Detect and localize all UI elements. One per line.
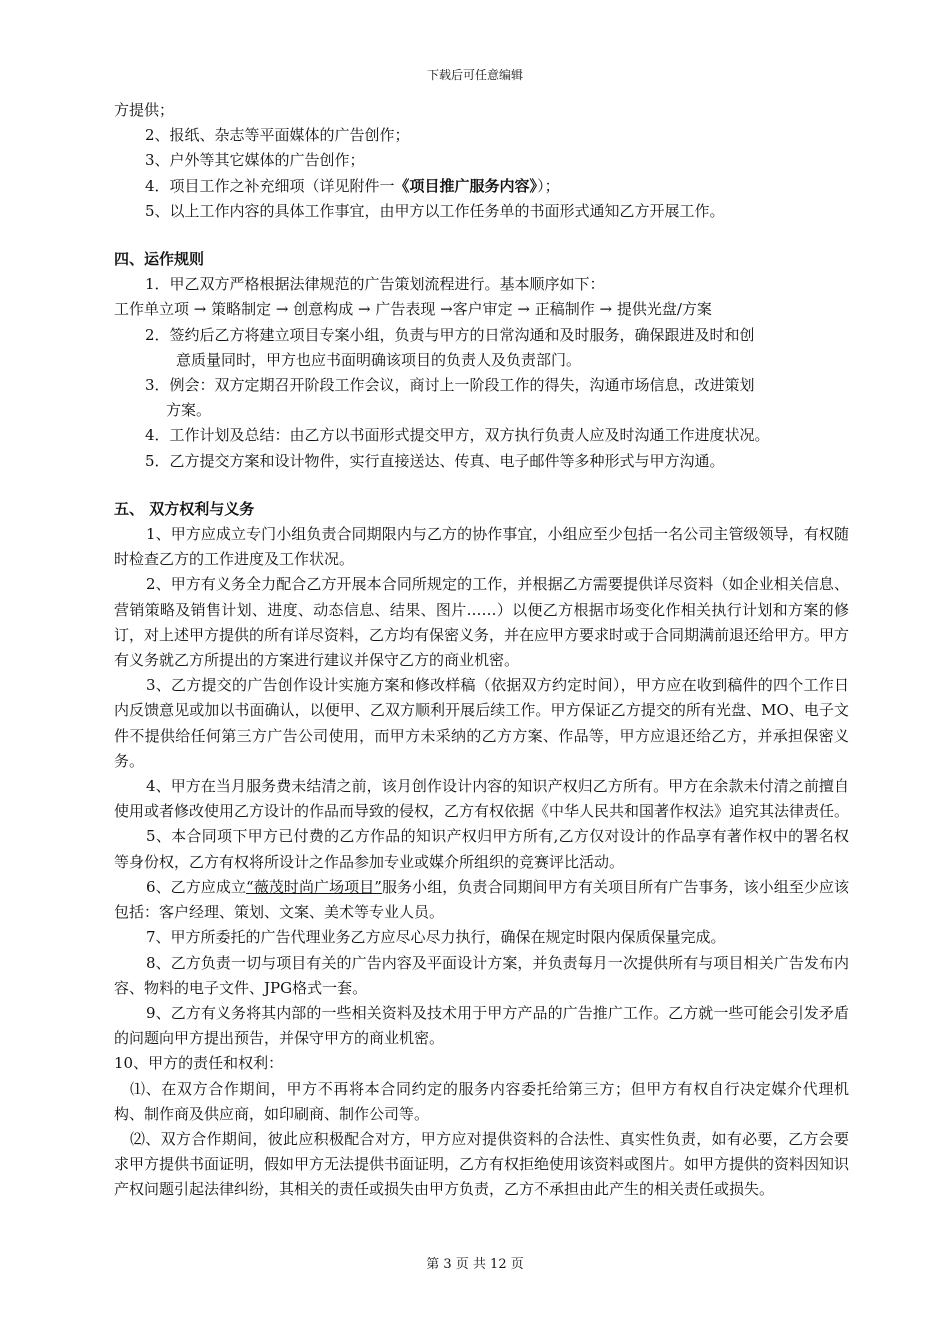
section-heading: 五、 双方权利与义务 [114, 499, 255, 518]
list-item-text: 4．项目工作之补充细项（详见附件一 [145, 176, 395, 195]
paragraph: 方提供； [114, 101, 175, 119]
spacer [114, 224, 849, 247]
paragraph [114, 875, 849, 925]
section-heading: 四、运作规则 [114, 250, 205, 269]
list-item: 2、报纸、杂志等平面媒体的广告创作； [145, 126, 410, 145]
paragraph: ⑴、在双方合作期间，甲方不再将本合同约定的服务内容委托给第三方；但甲方有权自行决定媒介代理机构、制作商及供应商，如印刷商、制作公司等。 [114, 1079, 849, 1123]
page-header: 下载后可任意编辑 [426, 68, 523, 82]
list-item-continuation: 意质量同时，甲方也应书面明确该项目的负责人及负责部门。 [176, 350, 582, 369]
list-item-text: ）； [537, 176, 560, 195]
paragraph: 5、本合同项下甲方已付费的乙方作品的知识产权归甲方所有,乙方仅对设计的作品享有著作权中的署名权等身份权，乙方有权将所设计之作品参加专业或媒介所组织的竞赛评比活动。 [114, 827, 849, 871]
paragraph: 9、乙方有义务将其内部的一些相关资料及技术用于甲方产品的广告推广工作。乙方就一些可能会引发矛盾的问题向甲方提出预告，并保守甲方的商业机密。 [114, 1003, 849, 1048]
list-item-continuation: 方案。 [166, 401, 212, 420]
list-item [114, 174, 849, 199]
paragraph: 7、甲方所委托的广告代理业务乙方应尽心尽力执行，确保在规定时限内保质保量完成。 [146, 928, 726, 947]
paragraph: 8、乙方负责一切与项目有关的广告内容及平面设计方案，并负责每月一次提供所有与项目相关广告发布内容、物料的电子文件、JPG格式一套。 [114, 953, 849, 997]
document-body [114, 98, 849, 1203]
list-item: 2．签约后乙方将建立项目专案小组，负责与甲方的日常沟通和及时服务，确保跟进及时和创 [145, 325, 755, 344]
paragraph-text: 服务小组，负责合同期间甲方有关项目所有广告事务，该小组至少应该包括：客户经理、策划、文案、美术等专业人员。 [114, 877, 849, 922]
paragraph: 1、甲方应成立专门小组负责合同期限内与乙方的协作事宜，小组应至少包括一名公司主管级领导，有权随时检查乙方的工作进度及工作状况。 [114, 525, 849, 569]
list-item: 3、户外等其它媒体的广告创作； [145, 151, 365, 170]
paragraph: 3、乙方提交的广告创作设计实施方案和修改样稿（依据双方约定时间），甲方应在收到稿件的四个工作日内反馈意见或加以书面确认，以便甲、乙双方顺利开展后续工作。甲方保证乙方提交的所有光盘、MO、电子文件不提供给任何第三方广告公司使用，而甲方未采纳的乙方方案、作品等，甲方应退还给乙方，并承担保密义务。 [114, 676, 849, 770]
project-name: “薇茂时尚广场项目” [246, 877, 382, 896]
paragraph: 10、甲方的责任和权利： [114, 1054, 284, 1073]
spacer [114, 474, 849, 497]
process-flow: 工作单立项 → 策略制定 → 创意构成 → 广告表现 →客户审定 → 正稿制作 → 提供光盘/方案 [114, 300, 712, 319]
attachment-title: 《项目推广服务内容》 [394, 176, 538, 195]
list-item: 1．甲乙双方严格根据法律规范的广告策划流程进行。基本顺序如下： [145, 275, 605, 294]
page-footer: 第 3 页 共 12 页 [426, 1257, 524, 1272]
paragraph: ⑵、双方合作期间，彼此应积极配合对方，甲方应对提供资料的合法性、真实性负责，如有必要，乙方会要求甲方提供书面证明，假如甲方无法提供书面证明，乙方有权拒绝使用该资料或图片。如甲方提供的资料因知识产权问题引起法律纠纷，其相关的责任或损失由甲方负责，乙方不承担由此产生的相关责任或损失。 [114, 1129, 850, 1199]
paragraph: 4、甲方在当月服务费未结清之前，该月创作设计内容的知识产权归乙方所有。甲方在余款未付清之前擅自使用或者修改使用乙方设计的作品而导致的侵权，乙方有权依据《中华人民共和国著作权法》追究其法律责任。 [114, 777, 850, 821]
paragraph-text: 6、乙方应成立 [146, 877, 247, 896]
list-item: 5、以上工作内容的具体工作事宜，由甲方以工作任务单的书面形式通知乙方开展工作。 [145, 201, 725, 220]
list-item: 5．乙方提交方案和设计物件，实行直接送达、传真、电子邮件等多种形式与甲方沟通。 [145, 451, 725, 470]
list-item: 3．例会：双方定期召开阶段工作会议，商讨上一阶段工作的得失，沟通市场信息，改进策划 [145, 376, 755, 395]
list-item: 4．工作计划及总结：由乙方以书面形式提交甲方，双方执行负责人应及时沟通工作进度状况。 [145, 426, 770, 445]
paragraph: 2、甲方有义务全力配合乙方开展本合同所规定的工作，并根据乙方需要提供详尽资料（如企业相关信息、营销策略及销售计划、进度、动态信息、结果、图片……）以便乙方根据市场变化作相关执行计划和方案的修订，对上述甲方提供的所有详尽资料，乙方均有保密义务，并在应甲方要求时或于合同期满前退还给甲方。甲方有义务就乙方所提出的方案进行建议并保守乙方的商业机密。 [114, 575, 850, 670]
